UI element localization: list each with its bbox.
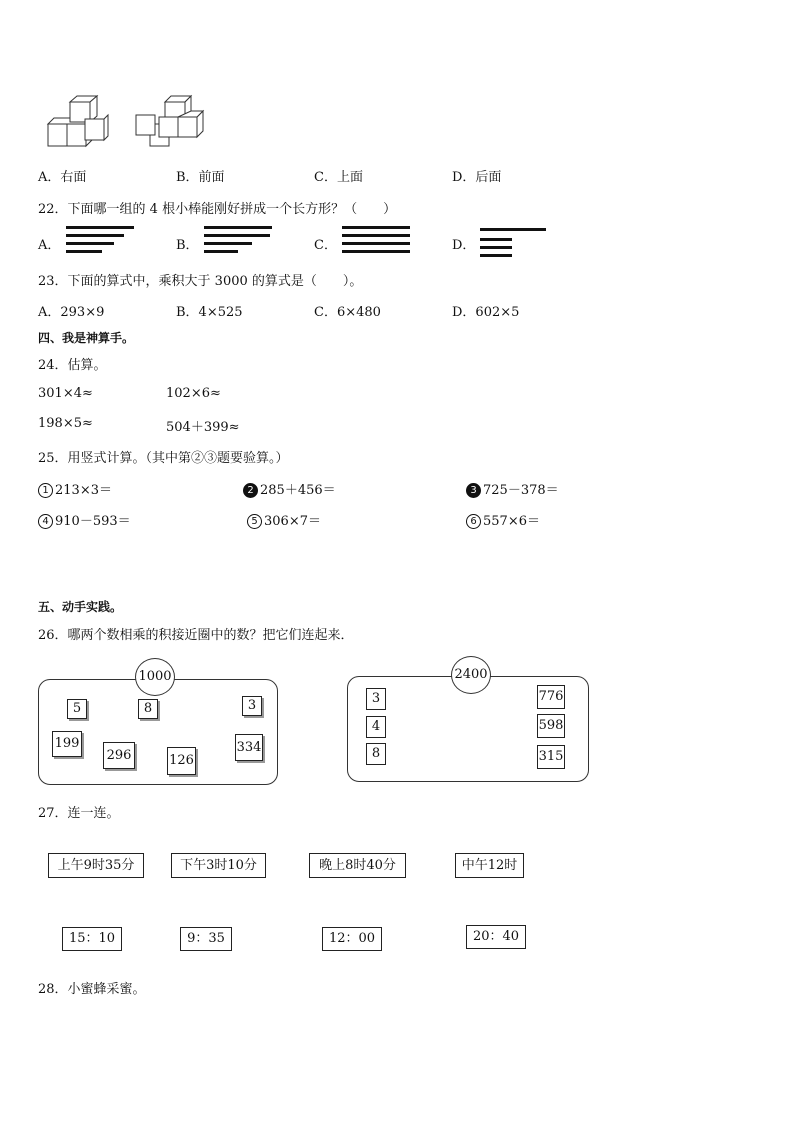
- q26-right-number[interactable]: 4: [366, 716, 386, 738]
- q25-expr: 557×6＝: [483, 514, 540, 529]
- cube-figures: [40, 90, 220, 152]
- q21-option-b[interactable]: B．前面: [176, 170, 225, 185]
- q26-right-number[interactable]: 8: [366, 743, 386, 765]
- q22-question: 22．下面哪一组的 4 根小棒能刚好拼成一个长方形？（ ）: [38, 202, 397, 217]
- q25-item-4: [38, 510, 131, 529]
- q22-label-b[interactable]: B．: [176, 238, 199, 253]
- q22-label-d[interactable]: D．: [452, 238, 476, 253]
- q25-item-5: [247, 510, 321, 529]
- q27-time-text[interactable]: 上午9时35分: [48, 853, 144, 878]
- circled-number: 6: [466, 514, 481, 529]
- q28-question: 28．小蜜蜂采蜜。: [38, 982, 146, 997]
- q27-time-text[interactable]: 晚上8时40分: [309, 853, 406, 878]
- q26-left-target: 1000: [135, 658, 175, 696]
- q25-item-1: [38, 479, 112, 498]
- q23-option-c[interactable]: C．6×480: [314, 305, 381, 320]
- q27-time-digital[interactable]: 20：40: [466, 925, 526, 949]
- q26-right-number[interactable]: 598: [537, 714, 565, 738]
- q21-option-a[interactable]: A．右面: [38, 170, 87, 185]
- q23-option-d[interactable]: D．602×5: [452, 305, 520, 320]
- q21-option-d[interactable]: D．后面: [452, 170, 502, 185]
- q25-item-2: [243, 479, 336, 498]
- q25-expr: 285＋456＝: [260, 483, 336, 498]
- q26-left-number[interactable]: 334: [235, 734, 263, 761]
- q27-time-digital[interactable]: 12：00: [322, 927, 382, 951]
- section4-title: 四、我是神算手。: [38, 331, 135, 345]
- q24-question: 24．估算。: [38, 358, 107, 373]
- q26-right-number[interactable]: 315: [537, 745, 565, 769]
- q26-right-number[interactable]: 776: [537, 685, 565, 709]
- q24-item-2: 102×6≈: [166, 386, 221, 401]
- q26-left-number[interactable]: 8: [138, 699, 158, 719]
- q23-option-b[interactable]: B．4×525: [176, 305, 243, 320]
- q26-right-target: 2400: [451, 656, 491, 694]
- circled-number: 5: [247, 514, 262, 529]
- q23-option-a[interactable]: A．293×9: [38, 305, 105, 320]
- q24-item-4: 504＋399≈: [166, 420, 240, 435]
- q26-question: 26．哪两个数相乘的积接近圈中的数？把它们连起来．: [38, 628, 354, 643]
- q26-right-number[interactable]: 3: [366, 688, 386, 710]
- q25-expr: 725－378＝: [483, 483, 559, 498]
- q26-left-number[interactable]: 3: [242, 696, 262, 716]
- section5-title: 五、动手实践。: [38, 600, 123, 614]
- q24-item-3: 198×5≈: [38, 416, 93, 431]
- circled-number: 2: [243, 483, 258, 498]
- q27-time-text[interactable]: 中午12时: [455, 853, 524, 878]
- circled-number: 4: [38, 514, 53, 529]
- q25-item-3: [466, 479, 559, 498]
- circled-number: 1: [38, 483, 53, 498]
- q23-question: 23．下面的算式中，乘积大于 3000 的算式是（ ）。: [38, 274, 363, 289]
- q26-left-number[interactable]: 126: [167, 747, 196, 775]
- q25-expr: 213×3＝: [55, 483, 112, 498]
- q22-label-a[interactable]: A．: [38, 238, 61, 253]
- q27-time-text[interactable]: 下午3时10分: [171, 853, 266, 878]
- q25-question: 25．用竖式计算。（其中第②③题要验算。）: [38, 451, 289, 466]
- q26-left-number[interactable]: 199: [52, 731, 82, 757]
- q25-item-6: [466, 510, 540, 529]
- q22-label-c[interactable]: C．: [314, 238, 337, 253]
- q27-question: 27．连一连。: [38, 806, 120, 821]
- q27-time-digital[interactable]: 15：10: [62, 927, 122, 951]
- q26-left-number[interactable]: 296: [103, 742, 135, 769]
- q25-expr: 910－593＝: [55, 514, 131, 529]
- q21-option-c[interactable]: C．上面: [314, 170, 363, 185]
- q27-time-digital[interactable]: 9：35: [180, 927, 232, 951]
- circled-number: 3: [466, 483, 481, 498]
- q24-item-1: 301×4≈: [38, 386, 93, 401]
- q26-left-number[interactable]: 5: [67, 699, 87, 719]
- q25-expr: 306×7＝: [264, 514, 321, 529]
